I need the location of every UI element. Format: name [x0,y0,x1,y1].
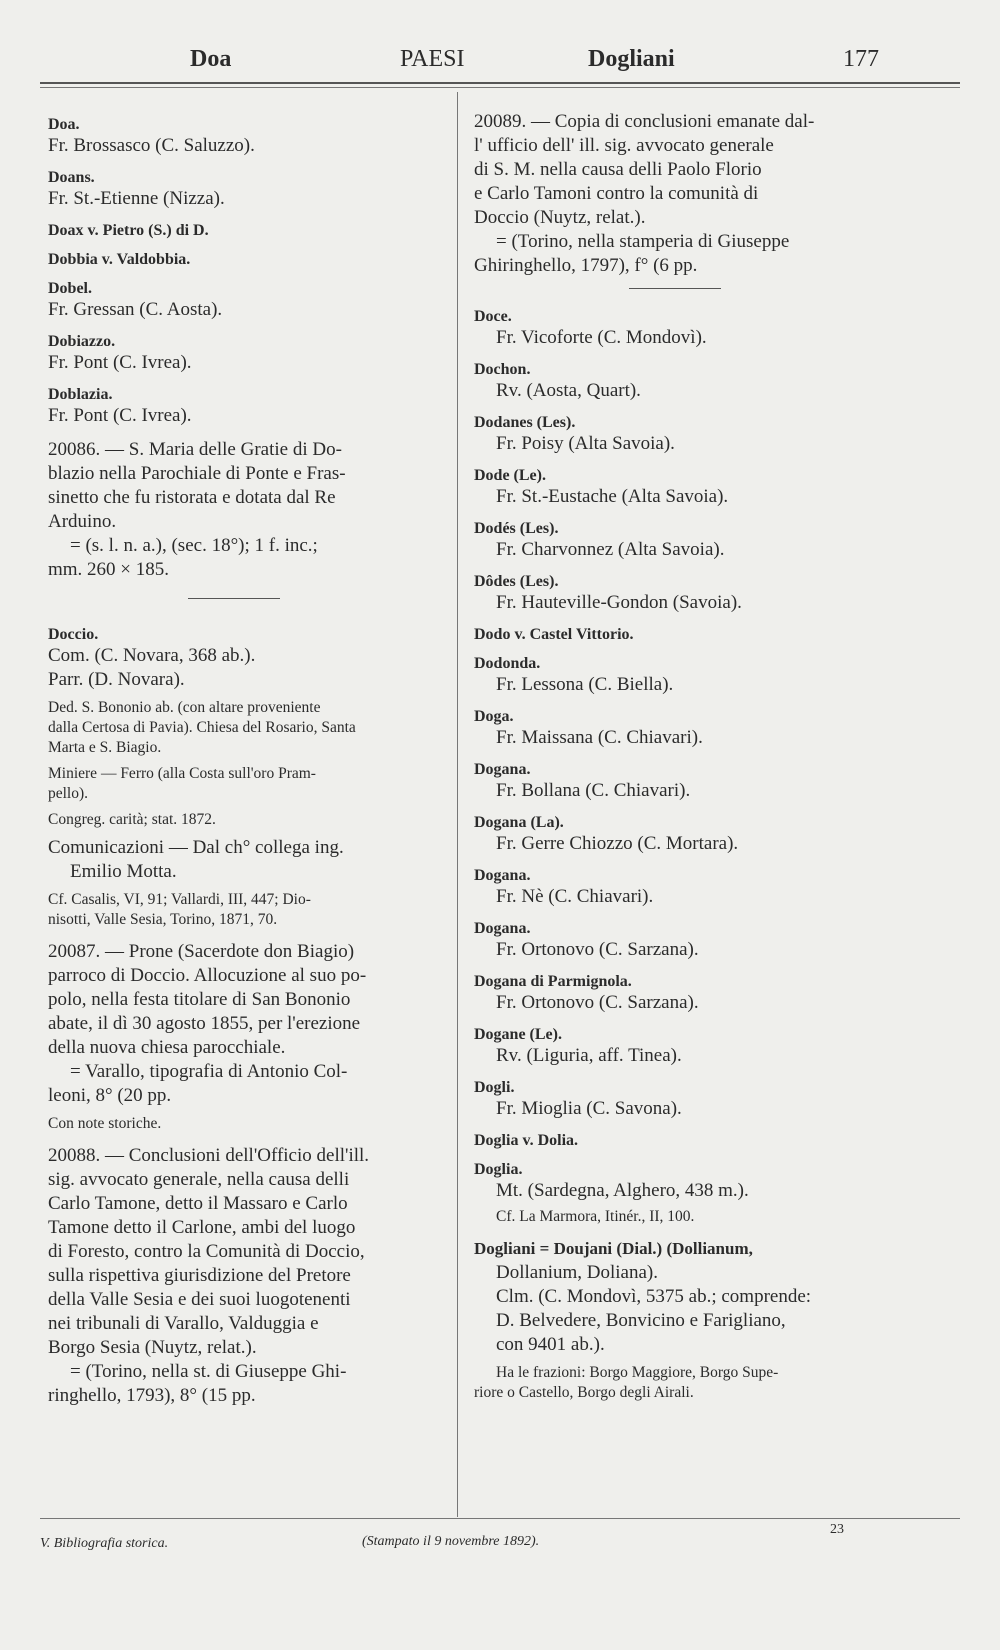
footer-center: (Stampato il 9 novembre 1892). [362,1534,540,1549]
note-line: Cf. Casalis, VI, 91; Vallardi, III, 447; Dio- [48,891,311,908]
record-line: l' ufficio dell' ill. sig. avvocato generale [474,135,774,156]
record-line: abate, il dì 30 agosto 1855, per l'erezione [48,1013,361,1034]
record-line: Doccio (Nuytz, relat.). [474,207,646,228]
entry-line: Fr. Pont (C. Ivrea). [48,405,192,426]
entry-line: Fr. Ortonovo (C. Sarzana). [496,939,699,960]
left-column [48,115,448,1418]
record-line: sig. avvocato generale, nella causa delli [48,1169,350,1190]
entry-heading: Doax v. Pietro (S.) di D. [48,222,209,239]
entry-dochon [474,360,894,403]
entry-heading: Dôdes (Les). [474,573,559,590]
entry-line: Fr. Ortonovo (C. Sarzana). [496,992,699,1013]
note-line: Ded. S. Bononio ab. (con altare proveniente [48,699,321,716]
header-rule [40,82,960,84]
entry-line: Fr. Brossasco (C. Saluzzo). [48,135,255,156]
separator-rule [629,288,721,289]
header-center-word: PAESI [400,46,465,72]
record-line: Borgo Sesia (Nuytz, relat.). [48,1337,257,1358]
entry-dobel [48,279,448,322]
record-line: 20087. — Prone (Sacerdote don Biagio) [48,941,355,962]
entry-line: Fr. Gerre Chiozzo (C. Mortara). [496,833,739,854]
entry-line: Clm. (C. Mondovì, 5375 ab.; comprende: [496,1286,812,1307]
record-line: sulla rispettiva giurisdizione del Pretore [48,1265,351,1286]
header-left-word: Doa [190,46,232,72]
separator-rule [188,598,280,599]
record-line: leoni, 8° (20 pp. [48,1085,172,1106]
entry-line: Fr. St.-Etienne (Nizza). [48,188,225,209]
entry-dogana-2 [474,866,894,909]
entry-dodo [474,625,894,644]
page-number: 177 [843,46,879,72]
entry-heading: Dode (Le). [474,467,546,484]
entry-line: con 9401 ab.). [496,1334,605,1355]
record-line: sinetto che fu ristorata e dotata dal Re [48,487,336,508]
footer-left: V. Bibliografia storica. [40,1536,169,1551]
entry-heading: Dodo v. Castel Vittorio. [474,626,634,643]
entry-line: Fr. Nè (C. Chiavari). [496,886,654,907]
record-line: = (Torino, nella stamperia di Giuseppe [496,231,790,252]
record-line: nei tribunali di Varallo, Valduggia e [48,1313,319,1334]
note-line: nisotti, Valle Sesia, Torino, 1871, 70. [48,911,278,928]
record-line: di Foresto, contro la Comunità di Doccio, [48,1241,365,1262]
entry-line: Parr. (D. Novara). [48,669,185,690]
entry-dodonda [474,654,894,697]
entry-heading: Doa. [48,116,80,133]
record-line: Arduino. [48,511,117,532]
column-divider [457,92,458,1517]
record-line: Carlo Tamone, detto il Massaro e Carlo [48,1193,348,1214]
entry-dogana-la [474,813,894,856]
entry-line: Fr. Vicoforte (C. Mondovì). [496,327,707,348]
record-line: = Varallo, tipografia di Antonio Col- [70,1061,348,1082]
entry-heading: Dobel. [48,280,92,297]
entry-doax [48,221,448,240]
record-line: parroco di Doccio. Allocuzione al suo po- [48,965,367,986]
entry-heading: Dogli. [474,1079,515,1096]
note-line: Congreg. carità; stat. 1872. [48,811,216,828]
entry-heading: Dogana. [474,761,531,778]
entry-heading: Doce. [474,308,512,325]
entry-heading: Dodés (Les). [474,520,559,537]
entry-line: D. Belvedere, Bonvicino e Farigliano, [496,1310,786,1331]
entry-line: Dollanium, Doliana). [496,1262,658,1283]
record-line: di S. M. nella causa delli Paolo Florio [474,159,762,180]
entry-heading: Doccio. [48,626,99,643]
entry-line: Rv. (Liguria, aff. Tinea). [496,1045,682,1066]
entry-line: Rv. (Aosta, Quart). [496,380,641,401]
entry-line: Fr. Charvonnez (Alta Savoia). [496,539,725,560]
entry-dodanes [474,413,894,456]
entry-dodes-circ [474,572,894,615]
entry-dodes [474,519,894,562]
entry-heading: Dogana di Parmignola. [474,973,632,990]
entry-doglia [474,1160,894,1227]
entry-heading: Dogane (Le). [474,1026,562,1043]
entry-dogliani [474,1237,894,1403]
entry-doglia-v [474,1131,894,1150]
entry-line: Mt. (Sardegna, Alghero, 438 m.). [496,1180,749,1201]
record-line: della Valle Sesia e dei suoi luogotenenti [48,1289,351,1310]
entry-doans [48,168,448,211]
entry-line: Fr. Maissana (C. Chiavari). [496,727,703,748]
entry-heading: Doans. [48,169,95,186]
record-line: = (s. l. n. a.), (sec. 18°); 1 f. inc.; [70,535,318,556]
entry-line: Fr. Poisy (Alta Savoia). [496,433,675,454]
signature-mark: 23 [830,1522,844,1537]
entry-heading: Dogliani = Doujani (Dial.) (Dollianum, [474,1239,753,1258]
record-line: della nuova chiesa parocchiale. [48,1037,286,1058]
entry-line: Fr. Bollana (C. Chiavari). [496,780,691,801]
entry-dogana-parmignola [474,972,894,1015]
header-rule-thin [40,87,960,88]
record-20086 [48,438,448,582]
note-line: Con note storiche. [48,1115,162,1132]
note-line: dalla Certosa di Pavia). Chiesa del Rosario, Santa [48,719,356,736]
entry-dogane [474,1025,894,1068]
running-header [40,42,960,82]
entry-heading: Dogana (La). [474,814,564,831]
entry-doblazia [48,385,448,428]
entry-line: Comunicazioni — Dal ch° collega ing. [48,837,344,858]
entry-heading: Doga. [474,708,514,725]
entry-dogli [474,1078,894,1121]
entry-line: Com. (C. Novara, 368 ab.). [48,645,256,666]
record-line: e Carlo Tamoni contro la comunità di [474,183,759,204]
record-line: polo, nella festa titolare di San Bononio [48,989,351,1010]
right-column [474,110,894,1413]
record-line: ringhello, 1793), 8° (15 pp. [48,1385,256,1406]
entry-line: Fr. Gressan (C. Aosta). [48,299,223,320]
page-footer [40,1520,960,1580]
entry-line: Fr. Lessona (C. Biella). [496,674,674,695]
header-right-word: Dogliani [588,46,675,72]
entry-heading: Doglia v. Dolia. [474,1132,579,1149]
entry-line: Fr. Pont (C. Ivrea). [48,352,192,373]
entry-heading: Dobbia v. Valdobbia. [48,251,191,268]
entry-dogana-1 [474,760,894,803]
record-line: 20086. — S. Maria delle Gratie di Do- [48,439,342,460]
entry-heading: Doblazia. [48,386,113,403]
record-20088 [48,1144,448,1408]
record-line: mm. 260 × 185. [48,559,170,580]
entry-heading: Dochon. [474,361,531,378]
note-line: Marta e S. Biagio. [48,739,162,756]
entry-line: Emilio Motta. [70,861,177,882]
record-line: 20088. — Conclusioni dell'Officio dell'ill. [48,1145,370,1166]
entry-doccio [48,625,448,930]
entry-dogana-3 [474,919,894,962]
footer-rule [40,1518,960,1519]
record-line: 20089. — Copia di conclusioni emanate dal- [474,111,815,132]
entry-heading: Dogana. [474,867,531,884]
entry-doa [48,115,448,158]
note-line: pello). [48,785,89,802]
record-20089 [474,110,894,278]
note-line: Miniere — Ferro (alla Costa sull'oro Pram- [48,765,316,782]
note-line: riore o Castello, Borgo degli Airali. [474,1384,694,1401]
entry-dode [474,466,894,509]
record-line: = (Torino, nella st. di Giuseppe Ghi- [70,1361,347,1382]
entry-line: Fr. Hauteville-Gondon (Savoia). [496,592,742,613]
entry-heading: Doglia. [474,1161,523,1178]
entry-line: Fr. Mioglia (C. Savona). [496,1098,682,1119]
record-line: Tamone detto il Carlone, ambi del luogo [48,1217,356,1238]
entry-heading: Dogana. [474,920,531,937]
entry-dobiazzo [48,332,448,375]
entry-line: Fr. St.-Eustache (Alta Savoia). [496,486,729,507]
entry-heading: Dobiazzo. [48,333,116,350]
record-20087 [48,940,448,1134]
note-line: Cf. La Marmora, Itinér., II, 100. [496,1208,695,1225]
entry-doga [474,707,894,750]
note-line: Ha le frazioni: Borgo Maggiore, Borgo Supe- [496,1364,779,1381]
entry-dobbia [48,250,448,269]
record-line: blazio nella Parochiale di Ponte e Fras- [48,463,346,484]
entry-heading: Dodonda. [474,655,541,672]
entry-heading: Dodanes (Les). [474,414,576,431]
record-line: Ghiringhello, 1797), f° (6 pp. [474,255,698,276]
entry-doce [474,307,894,350]
